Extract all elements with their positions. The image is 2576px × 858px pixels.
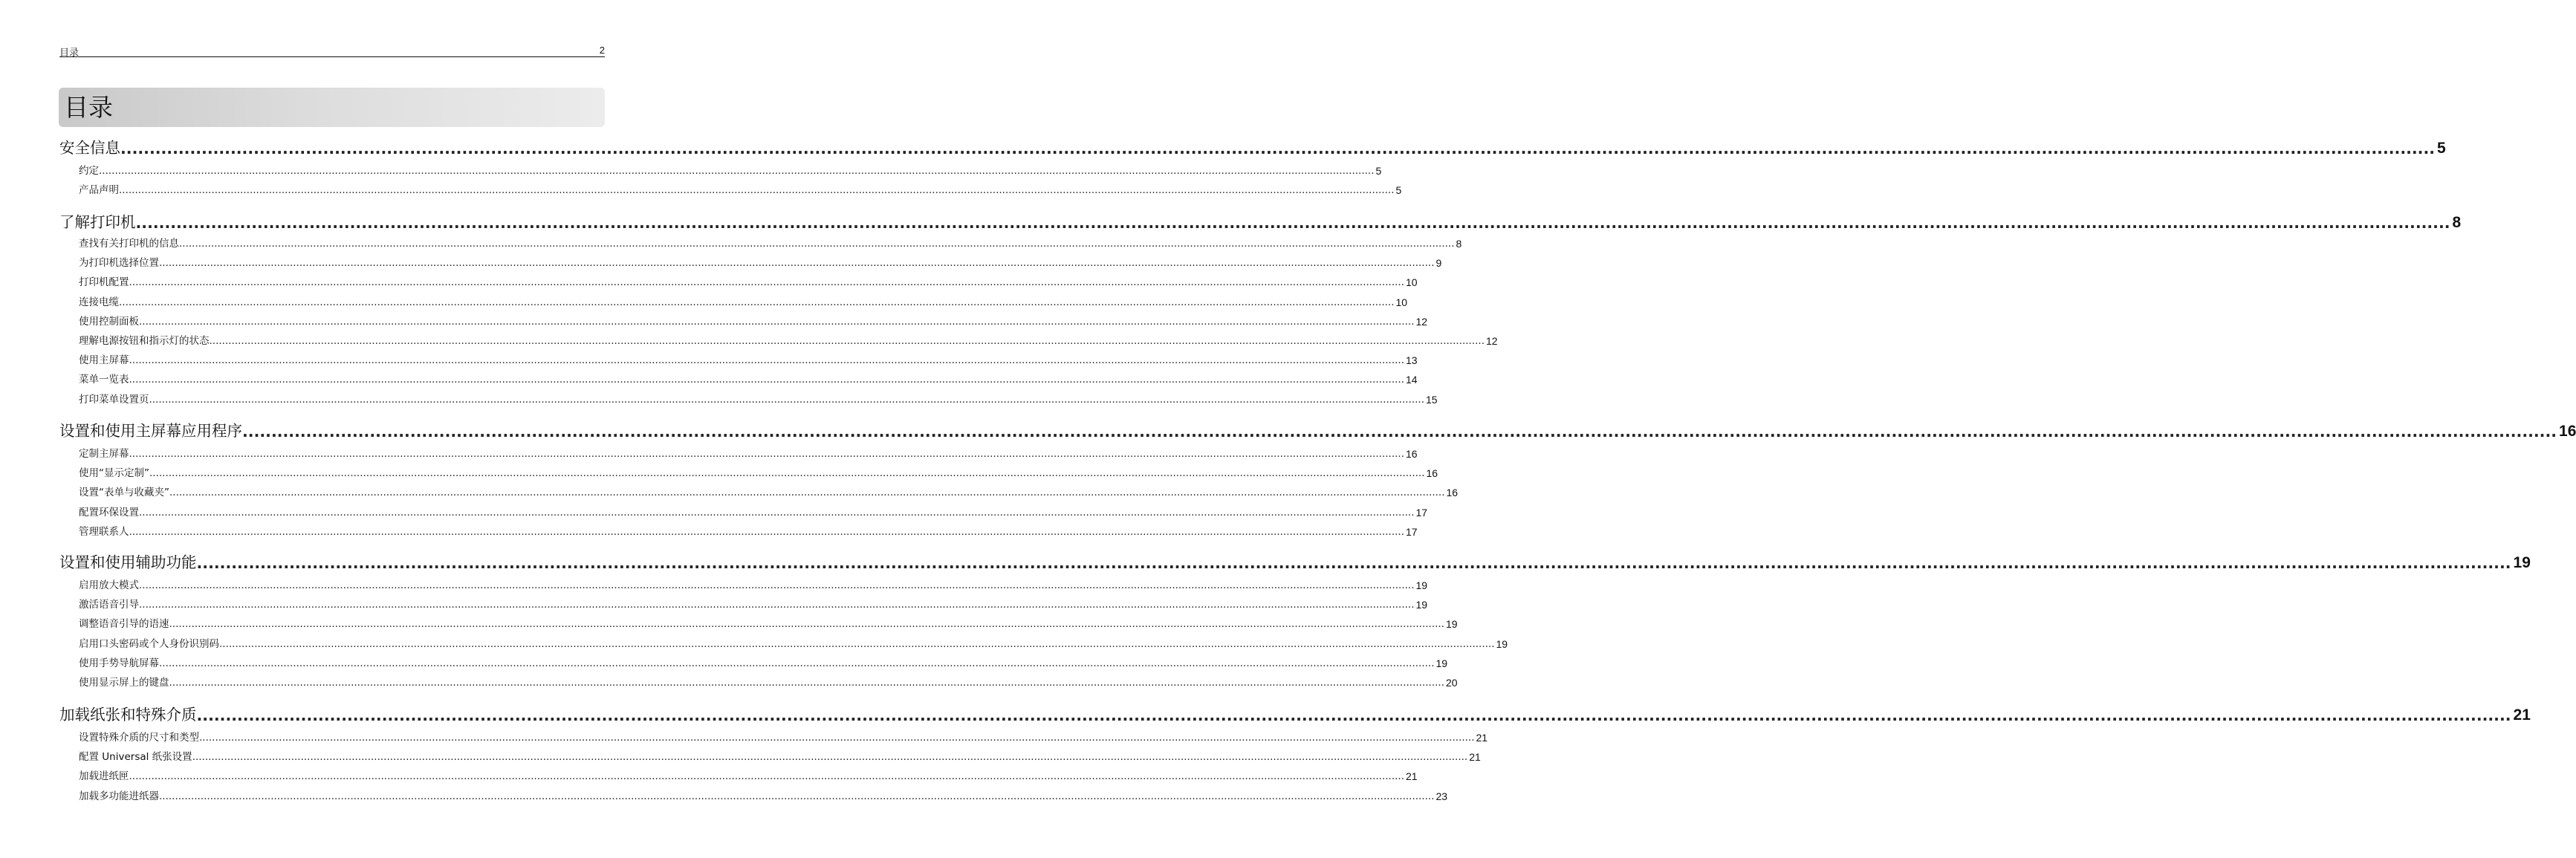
section-title: 定制主屏幕 [79,448,129,460]
section-page-number: 14 [1406,374,1418,386]
toc-section-entry[interactable] [79,729,1488,744]
section-title: 设置“表单与收藏夹” [79,487,169,499]
section-title: 设置特殊介质的尺寸和类型 [79,732,199,744]
section-page-number: 19 [1435,657,1448,669]
toc-section-entry[interactable] [79,504,1428,519]
dot-leader: ................................................................................................................................................................................................................................................................................................................................................................................................................ [169,677,1445,689]
section-page-number: 5 [1395,184,1402,197]
toc-section-entry[interactable] [79,674,1458,689]
section-title: 产品声明 [79,184,119,197]
dot-leader: ................................................................................................................................................................................................................................................................................................................................................................................................................ [99,165,1375,177]
dot-leader: ................................................................................................................................................................................................................................................................................................................................................................................................................ [169,487,1445,499]
section-title: 使用显示屏上的键盘 [79,677,169,689]
section-page-number: 10 [1406,276,1418,289]
dot-leader: ................................................................................................................................................................................................................................................................................................................................................................................................................ [159,657,1435,669]
toc-section-entry[interactable] [79,635,1508,650]
toc-section-entry[interactable] [79,351,1418,367]
running-header-page-number: 2 [599,45,605,56]
header-rule [59,56,605,57]
toc-section-entry[interactable] [79,767,1418,783]
dot-leader: ................................................................................................................................................................................................................................................................................................................................................................................................................ [149,467,1425,480]
section-page-number: 21 [1469,751,1481,764]
dot-leader: ................................................................................................................................................................................................................................................................................................................................................................................................................ [129,770,1405,783]
dot-leader: ................................................................................................................................................................................................................................................................................................................................................................................................................ [179,238,1455,250]
section-title: 加载进纸匣 [79,770,129,783]
dot-leader: ................................................................................................................................................................................................................................................................................................................................................................................................................ [159,790,1435,802]
dot-leader: ................................................................................................................................................................................................................................................................................................................................................................................................................ [196,706,2511,724]
dot-leader: ................................................................................................................................................................................................................................................................................................................................................................................................................ [139,579,1415,591]
section-title: 打印菜单设置页 [79,393,149,406]
section-title: 配置环保设置 [79,506,139,519]
section-page-number: 16 [1426,467,1438,480]
dot-leader: ................................................................................................................................................................................................................................................................................................................................................................................................................ [129,276,1405,289]
section-page-number: 13 [1406,354,1418,367]
toc-section-entry[interactable] [79,391,1438,406]
toc-chapter-entry[interactable] [59,137,2446,157]
toc-section-entry[interactable] [79,576,1428,591]
toc-section-entry[interactable] [79,615,1458,631]
chapter-title: 加载纸张和特殊介质 [59,706,197,724]
toc-section-entry[interactable] [79,654,1448,669]
section-page-number: 8 [1456,238,1462,250]
dot-leader: ................................................................................................................................................................................................................................................................................................................................................................................................................ [119,184,1395,197]
dot-leader: ................................................................................................................................................................................................................................................................................................................................................................................................................ [242,423,2557,441]
section-page-number: 19 [1415,599,1428,611]
section-title: 使用主屏幕 [79,354,129,367]
section-page-number: 17 [1406,525,1418,538]
section-page-number: 19 [1496,637,1508,650]
section-title: 加载多功能进纸器 [79,790,159,802]
running-header-title: 目录 [59,48,80,59]
toc-chapter-entry[interactable] [59,551,2531,572]
chapter-page-number: 19 [2513,554,2531,571]
toc-chapter-entry[interactable] [59,211,2462,232]
toc-section-entry[interactable] [79,235,1462,250]
chapter-page-number: 21 [2513,706,2531,724]
running-header [59,43,605,58]
toc-section-entry[interactable] [79,464,1438,480]
dot-leader: ................................................................................................................................................................................................................................................................................................................................................................................................................ [199,732,1475,744]
dot-leader: ................................................................................................................................................................................................................................................................................................................................................................................................................ [159,257,1435,270]
section-title: 启用口头密码或个人身份识别码 [79,637,219,650]
toc-section-entry[interactable] [79,371,1418,386]
dot-leader: ................................................................................................................................................................................................................................................................................................................................................................................................................ [129,525,1405,538]
section-title: 使用手势导航屏幕 [79,657,159,669]
dot-leader: ................................................................................................................................................................................................................................................................................................................................................................................................................ [139,315,1415,328]
toc-section-entry[interactable] [79,787,1448,802]
section-page-number: 12 [1486,335,1498,347]
dot-leader: ................................................................................................................................................................................................................................................................................................................................................................................................................ [129,448,1405,460]
dot-leader: ................................................................................................................................................................................................................................................................................................................................................................................................................ [139,599,1415,611]
section-page-number: 19 [1415,579,1428,591]
dot-leader: ................................................................................................................................................................................................................................................................................................................................................................................................................ [120,140,2436,157]
section-page-number: 15 [1426,393,1438,406]
dot-leader: ................................................................................................................................................................................................................................................................................................................................................................................................................ [196,554,2511,572]
toc-section-entry[interactable] [79,484,1459,499]
section-page-number: 17 [1415,506,1428,519]
section-page-number: 21 [1476,732,1488,744]
dot-leader: ................................................................................................................................................................................................................................................................................................................................................................................................................ [119,296,1395,308]
section-title: 为打印机选择位置 [79,257,159,270]
section-title: 管理联系人 [79,525,129,538]
chapter-title: 安全信息 [59,139,120,157]
toc-banner [59,88,605,127]
section-title: 启用放大模式 [79,579,139,591]
dot-leader: ................................................................................................................................................................................................................................................................................................................................................................................................................ [139,506,1415,519]
section-title: 约定 [79,165,99,177]
section-title: 使用控制面板 [79,315,139,328]
section-page-number: 21 [1406,770,1418,783]
section-title: 配置 Universal 纸张设置 [79,751,192,764]
chapter-page-number: 8 [2452,214,2462,231]
section-title: 理解电源按钮和指示灯的状态 [79,335,210,347]
section-title: 调整语音引导的语速 [79,618,169,631]
toc-section-entry[interactable] [79,293,1408,308]
dot-leader: ................................................................................................................................................................................................................................................................................................................................................................................................................ [129,354,1405,367]
section-page-number: 19 [1446,618,1458,631]
section-page-number: 9 [1435,257,1442,270]
chapter-page-number: 16 [2559,423,2576,440]
dot-leader: ................................................................................................................................................................................................................................................................................................................................................................................................................ [169,618,1445,631]
toc-section-entry[interactable] [79,523,1418,538]
toc-chapter-entry[interactable] [59,703,2531,724]
section-title: 打印机配置 [79,276,129,289]
toc-section-entry[interactable] [79,445,1418,460]
toc-section-entry[interactable] [79,162,1382,177]
toc-section-entry[interactable] [79,273,1418,289]
section-page-number: 5 [1375,165,1382,177]
section-title: 查找有关打印机的信息 [79,238,179,250]
dot-leader: ................................................................................................................................................................................................................................................................................................................................................................................................................ [135,214,2450,232]
section-page-number: 16 [1406,448,1418,460]
section-page-number: 16 [1446,487,1459,499]
section-page-number: 20 [1446,677,1458,689]
section-title: 激活语音引导 [79,599,139,611]
dot-leader: ................................................................................................................................................................................................................................................................................................................................................................................................................ [149,393,1425,406]
chapter-page-number: 5 [2437,140,2446,157]
toc-banner-title: 目录 [64,93,113,122]
toc-section-entry[interactable] [79,332,1498,347]
toc-section-entry[interactable] [79,181,1402,197]
section-title: 连接电缆 [79,296,119,308]
toc-section-entry[interactable] [79,596,1428,611]
dot-leader: ................................................................................................................................................................................................................................................................................................................................................................................................................ [219,637,1495,650]
toc-chapter-entry[interactable] [59,420,2576,441]
chapter-title: 设置和使用主屏幕应用程序 [59,422,242,440]
section-title: 菜单一览表 [79,374,129,386]
section-page-number: 12 [1415,315,1428,328]
toc-section-entry[interactable] [79,313,1428,328]
section-page-number: 23 [1435,790,1448,802]
chapter-title: 设置和使用辅助功能 [59,553,197,571]
section-page-number: 10 [1395,296,1408,308]
section-title: 使用“显示定制” [79,467,149,480]
toc-section-entry[interactable] [79,254,1442,270]
dot-leader: ................................................................................................................................................................................................................................................................................................................................................................................................................ [192,751,1468,764]
dot-leader: ................................................................................................................................................................................................................................................................................................................................................................................................................ [209,335,1485,347]
toc-section-entry[interactable] [79,748,1481,764]
chapter-title: 了解打印机 [59,213,136,231]
dot-leader: ................................................................................................................................................................................................................................................................................................................................................................................................................ [129,374,1405,386]
